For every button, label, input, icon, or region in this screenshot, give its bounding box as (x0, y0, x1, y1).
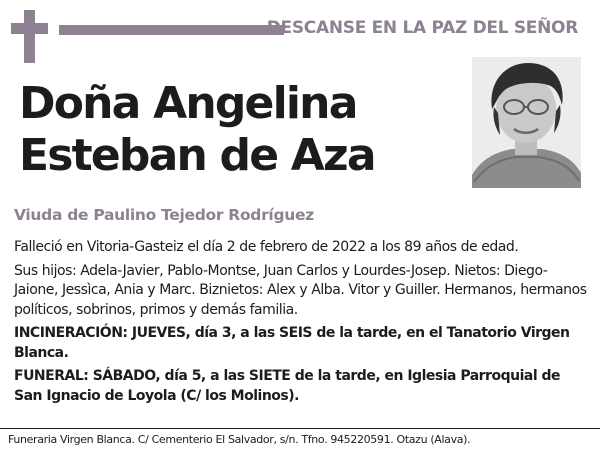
subtitle-widow: Viuda de Paulino Tejedor Rodríguez (14, 206, 314, 224)
header-divider (59, 25, 284, 35)
deceased-name-line2: Esteban de Aza (19, 130, 375, 181)
family-list: Sus hijos: Adela-Javier, Pablo-Montse, Juan Carlos y Lourdes-Josep. Nietos: Diego-Jaione, Jessìca, Ania y Marc. Biznietos: Alex y Alba. Vitor y Guiller. Hermanos, hermanos políticos, sobrinos, primos y demás familia. (14, 262, 587, 318)
header-title: DESCANSE EN LA PAZ DEL SEÑOR (266, 18, 578, 38)
portrait-photo (472, 57, 581, 188)
footer-divider (0, 428, 600, 429)
portrait-image (472, 57, 581, 188)
cross-icon-vertical (24, 10, 35, 63)
funeral-home-info: Funeraria Virgen Blanca. C/ Cementerio El Salvador, s/n. Tfno. 945220591. Otazu (Alava). (8, 433, 471, 446)
obituary-body (14, 238, 588, 410)
deceased-name (19, 78, 375, 182)
death-notice: Falleció en Vitoria-Gasteiz el día 2 de febrero de 2022 a los 89 años de edad. (14, 239, 519, 255)
incineracion-notice: INCINERACIÓN: JUEVES, día 3, a las SEIS de la tarde, en el Tanatorio Virgen Blanca. (14, 325, 570, 361)
cross-icon-horizontal (11, 23, 48, 34)
funeral-notice: FUNERAL: SÁBADO, día 5, a las SIETE de la tarde, en Iglesia Parroquial de San Ignacio de Loyola (C/ los Molinos). (14, 368, 561, 404)
deceased-name-line1: Doña Angelina (19, 78, 357, 129)
